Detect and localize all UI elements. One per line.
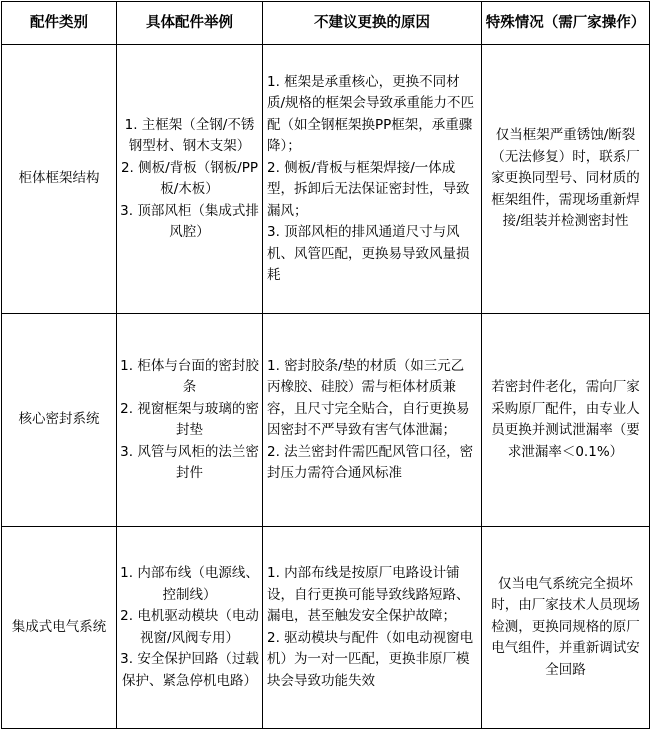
header-category: 配件类别: [2, 2, 117, 45]
examples-cell: [117, 314, 263, 527]
example-item: 3. 安全保护回路（过载保护、紧急停机电路）: [120, 651, 259, 689]
table-row: [2, 314, 650, 527]
reason-item: 3. 顶部风柜的排风通道尺寸与风机、风管匹配，更换易导致风量损耗: [267, 224, 470, 283]
parts-table: [1, 1, 650, 729]
example-item: 2. 侧板/背板（钢板/PP 板/木板）: [120, 159, 259, 197]
special-cell: 仅当框架严重锈蚀/断裂（无法修复）时，联系厂家更换同型号、同材质的框架组件，需现场重新焊接/组装并检测密封性: [482, 45, 650, 314]
reason-item: 2. 法兰密封件需匹配风管口径，密封压力需符合通风标准: [267, 443, 474, 481]
example-item: 2. 电机驱动模块（电动视窗/风阀专用）: [120, 608, 259, 646]
example-item: 2. 视窗框架与玻璃的密封垫: [120, 400, 259, 438]
reason-item: 2. 侧板/背板与框架焊接/一体成型，拆卸后无法保证密封性，导致漏风；: [267, 159, 470, 219]
reasons-cell: [263, 314, 482, 527]
reason-item: 1. 内部布线是按原厂电路设计铺设，自行更换可能导致线路短路、漏电，甚至触发安全保护故障；: [267, 565, 470, 624]
reasons-cell: [263, 527, 482, 729]
header-special: 特殊情况（需厂家操作）: [482, 2, 650, 45]
table-row: [2, 527, 650, 729]
header-reasons: 不建议更换的原因: [263, 2, 482, 45]
reason-item: 1. 密封胶条/垫的材质（如三元乙丙橡胶、硅胶）需与柜体材质兼容，且尺寸完全贴合，自行更换易因密封不严导致有害气体泄漏；: [267, 357, 470, 438]
reason-item: 2. 驱动模块与配件（如电动视窗电机）为一对一匹配，更换非原厂模块会导致功能失效: [267, 629, 474, 689]
category-cell: 柜体框架结构: [2, 45, 117, 314]
example-item: 1. 柜体与台面的密封胶条: [120, 357, 259, 395]
special-cell: 若密封件老化，需向厂家采购原厂配件，由专业人员更换并测试泄漏率（要求泄漏率＜0.1%）: [482, 314, 650, 527]
reason-item: 1. 框架是承重核心，更换不同材质/规格的框架会导致承重能力不匹配（如全钢框架换PP框架，承重骤降）；: [267, 73, 475, 154]
header-examples: 具体配件举例: [117, 2, 263, 45]
reasons-cell: [263, 45, 482, 314]
special-cell: 仅当电气系统完全损坏时，由厂家技术人员现场检测，更换同规格的原厂电气组件，并重新调试安全回路: [482, 527, 650, 729]
table-row: [2, 45, 650, 314]
examples-cell: [117, 45, 263, 314]
example-item: 1. 内部布线（电源线、控制线）: [120, 565, 259, 603]
example-item: 3. 顶部风柜（集成式排风腔）: [120, 202, 259, 240]
category-cell: 集成式电气系统: [2, 527, 117, 729]
category-cell: 核心密封系统: [2, 314, 117, 527]
examples-cell: [117, 527, 263, 729]
header-row: [2, 2, 650, 45]
example-item: 1. 主框架（全钢/不锈钢型材、钢木支架）: [124, 116, 255, 154]
example-item: 3. 风管与风柜的法兰密封件: [120, 443, 259, 481]
